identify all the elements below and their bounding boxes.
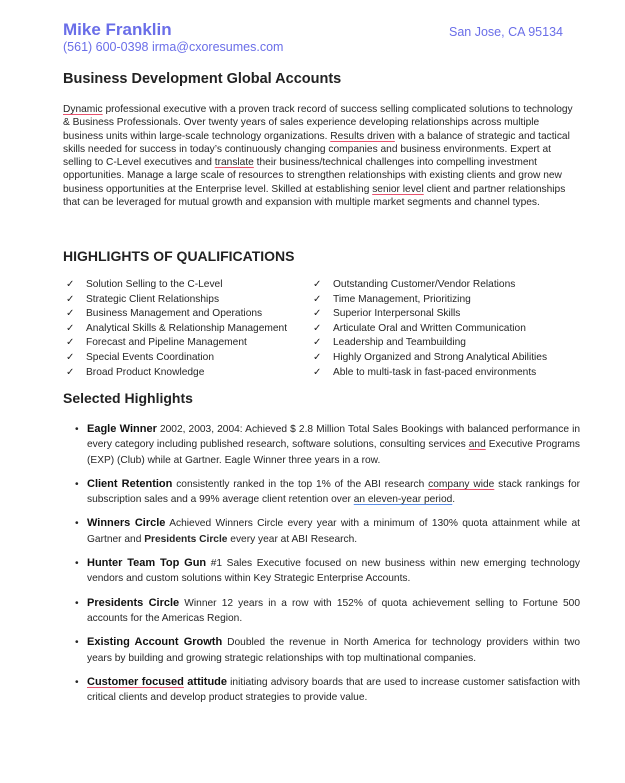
highlight-title: Hunter Team Top Gun: [87, 557, 207, 570]
bullet-icon: •: [75, 676, 79, 688]
bullet-icon: •: [75, 424, 79, 435]
qualification-item: ✓ Able to multi-task in fast-paced environments: [313, 366, 547, 381]
highlight-title: attitude: [183, 675, 228, 688]
qualifications-list-left: [66, 278, 287, 380]
qualification-item: ✓ Strategic Client Relationships: [66, 293, 287, 308]
spellcheck-word: and: [468, 439, 486, 451]
checkmark-icon: ✓: [66, 337, 75, 349]
qualification-item: ✓ Analytical Skills & Relationship Management: [66, 322, 287, 337]
checkmark-icon: ✓: [313, 293, 322, 305]
candidate-name: Mike Franklin: [63, 20, 172, 39]
checkmark-icon: ✓: [313, 366, 322, 378]
bullet-icon: •: [75, 518, 79, 530]
bullet-icon: •: [75, 558, 79, 570]
highlight-item: • Existing Account Growth Doubled the revenue in North America for technology providers within two years by building and growing strategic relationships with top multinational companies.: [75, 636, 580, 664]
email-address: irma@cxoresumes.com: [151, 40, 284, 54]
candidate-location: San Jose, CA 95134: [449, 25, 563, 39]
highlight-title: Presidents Circle: [87, 596, 180, 609]
bullet-icon: •: [75, 597, 79, 609]
checkmark-icon: ✓: [313, 351, 322, 363]
checkmark-icon: ✓: [66, 322, 75, 334]
highlight-item: • Client Retention consistently ranked in the top 1% of the ABI research company wide stack rankings for subscription sales and a 99% average client retention over an eleven-year period.: [75, 477, 581, 506]
highlight-title-spellcheck: Customer focused: [87, 675, 184, 688]
qualification-item: ✓ Solution Selling to the C-Level: [66, 278, 287, 293]
qualifications-heading: HIGHLIGHTS OF QUALIFICATIONS: [63, 248, 295, 264]
highlight-item: • Presidents Circle Winner 12 years in a row with 152% of quota achievement selling to Fortune 500 accounts for the Americas Region.: [75, 596, 580, 624]
contact-line: [63, 40, 283, 54]
bullet-icon: •: [75, 637, 79, 649]
highlight-title: Eagle Winner: [87, 423, 157, 435]
checkmark-icon: ✓: [313, 337, 322, 349]
qualification-item: ✓ Forecast and Pipeline Management: [66, 336, 287, 351]
highlight-title: Winners Circle: [87, 517, 166, 530]
qualification-item: ✓ Leadership and Teambuilding: [313, 336, 547, 351]
highlight-item: • Eagle Winner 2002, 2003, 2004: Achieved $ 2.8 Million Total Sales Bookings with balanced performance in every category including published research, software solutions, consulting services and Executive Programs (EXP) (Club) while at Gartner. Eagle Winner three years in a row.: [75, 423, 581, 466]
highlight-item: • Winners Circle Achieved Winners Circle every year with a minimum of 130% quota attainment while at Gartner and Presidents Circle every year at ABI Research.: [75, 517, 580, 545]
checkmark-icon: ✓: [66, 279, 75, 290]
grammar-check-phrase: an eleven-year period: [353, 494, 453, 506]
checkmark-icon: ✓: [313, 279, 322, 290]
spellcheck-word: company wide: [428, 478, 495, 490]
spellcheck-word: Results driven: [330, 130, 395, 142]
selected-highlights-list: [75, 422, 580, 714]
highlight-item: • Customer focused attitude initiating advisory boards that are used to increase customer satisfaction with critical clients and develop product strategies to provide value.: [75, 675, 580, 704]
spellcheck-word: translate: [214, 157, 254, 169]
qualification-item: ✓ Highly Organized and Strong Analytical Abilities: [313, 351, 547, 366]
spellcheck-word: senior level: [372, 183, 424, 195]
selected-highlights-heading: Selected Highlights: [63, 390, 193, 406]
highlight-title: Client Retention: [87, 477, 173, 490]
highlight-item: • Hunter Team Top Gun #1 Sales Executive focused on new business within new emerging technology vendors and custom solutions within Key Strategic Enterprise Accounts.: [75, 557, 580, 585]
checkmark-icon: ✓: [313, 308, 322, 320]
checkmark-icon: ✓: [66, 293, 75, 305]
bullet-icon: •: [75, 478, 79, 490]
qualification-item: ✓ Time Management, Prioritizing: [313, 293, 547, 308]
qualification-item: ✓ Superior Interpersonal Skills: [313, 307, 547, 322]
phone-number: (561) 600-0398: [63, 40, 149, 54]
checkmark-icon: ✓: [313, 322, 322, 334]
qualification-item: ✓ Broad Product Knowledge: [66, 366, 287, 381]
qualification-item: ✓ Outstanding Customer/Vendor Relations: [313, 278, 547, 293]
checkmark-icon: ✓: [66, 351, 75, 363]
qualification-item: ✓ Articulate Oral and Written Communication: [313, 322, 547, 337]
spellcheck-word: Dynamic: [63, 104, 103, 115]
qualification-item: ✓ Special Events Coordination: [66, 351, 287, 366]
qualifications-list-right: [313, 278, 547, 380]
highlight-title: Existing Account Growth: [87, 636, 223, 649]
summary-paragraph: Dynamic professional executive with a proven track record of success selling complicated solutions to technology & Business Professionals. Over twenty years of sales experience developing relationships across multiple business units within large-scale technology organizations. Results driven with a balance of strategic and tactical skills needed for success in today’s continuously changing companies and business environments. Expert at selling to C-Level executives and translate their business/technical challenges into compelling investment opportunities. Manage a large scale of resources to strengthen relationships with existing clients and grow new business opportunities at the Enterprise level. Skilled at establishing senior level client and partner relationships that can be leveraged for mutual growth and expansion with multiple market segments and channel types.: [63, 104, 573, 209]
qualification-item: ✓ Business Management and Operations: [66, 307, 287, 322]
checkmark-icon: ✓: [66, 366, 75, 378]
resume-title: Business Development Global Accounts: [63, 71, 342, 87]
checkmark-icon: ✓: [66, 308, 75, 320]
